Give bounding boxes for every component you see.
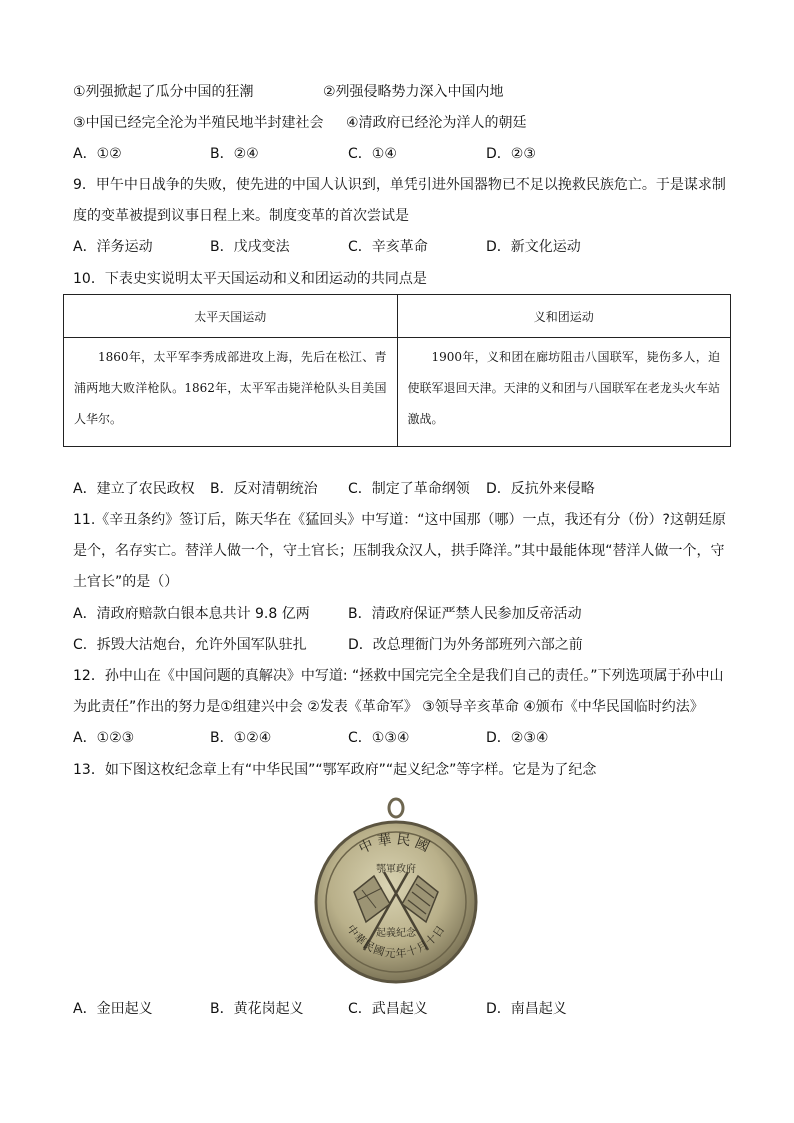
q10-option-c[interactable]: C．制定了革命纲领 [348, 481, 470, 497]
q8-option-b[interactable]: B．②④ [210, 146, 259, 162]
q8-option-a[interactable]: A．①② [73, 146, 122, 162]
q13-stem: 13．如下图这枚纪念章上有“中华民国”“鄂军政府”“起义纪念”等字样。它是为了纪念 [73, 762, 597, 778]
medal-illustration [312, 796, 480, 986]
q8-option-c[interactable]: C．①④ [348, 146, 397, 162]
q13-option-c[interactable]: C．武昌起义 [348, 1001, 428, 1017]
q9-option-a[interactable]: A．洋务运动 [73, 239, 153, 255]
q8-option-d[interactable]: D．②③ [486, 146, 536, 162]
q9-option-b[interactable]: B．戊戌变法 [210, 239, 290, 255]
q11-option-c[interactable]: C．拆毁大沽炮台，允许外国军队驻扎 [73, 637, 307, 653]
q11-stem-line-2: 是个，名存实亡。替洋人做一个，守土官长；压制我众汉人，拱手降洋。”其中最能体现“替洋人做一个，守 [73, 543, 725, 559]
q8-statement-4: ④清政府已经沦为洋人的朝廷 [346, 115, 527, 131]
q12-option-c[interactable]: C．①③④ [348, 730, 410, 746]
table-cell-boxer: 1900年，义和团在廊坊阻击八国联军，毙伤多人，迫使联军退回天津。天津的义和团与八国联军在老龙头火车站激战。 [397, 338, 731, 447]
medal-top-text: 中華民國 [356, 831, 436, 858]
history-comparison-table [63, 294, 731, 447]
table-header-boxer: 义和团运动 [397, 295, 731, 338]
q10-option-b[interactable]: B．反对清朝统治 [210, 481, 318, 497]
medal-loop [389, 799, 403, 817]
q9-option-c[interactable]: C．辛亥革命 [348, 239, 428, 255]
q11-option-d[interactable]: D．改总理衙门为外务部班列六部之前 [348, 637, 583, 653]
medal-center-top: 鄂軍政府 [376, 864, 416, 875]
q8-statement-2: ②列强侵略势力深入中国内地 [323, 84, 504, 100]
q11-option-b[interactable]: B．清政府保证严禁人民参加反帝活动 [348, 606, 582, 622]
q10-option-d[interactable]: D．反抗外来侵略 [486, 481, 595, 497]
q9-option-d[interactable]: D．新文化运动 [486, 239, 581, 255]
q12-stem-line-1: 12．孙中山在《中国问题的真解决》中写道: “拯救中国完完全全是我们自己的责任。”下列选项属于孙中山 [73, 668, 724, 684]
q9-stem-line-1: 9．甲午中日战争的失败，使先进的中国人认识到，单凭引进外国器物已不足以挽救民族危亡。于是谋求制 [73, 177, 726, 193]
q11-option-a[interactable]: A．清政府赔款白银本息共计 9.8 亿两 [73, 606, 310, 622]
table-cell-taiping: 1860年，太平军李秀成部进攻上海，先后在松江、青浦两地大败洋枪队。1862年，太平军击毙洋枪队头目美国人华尔。 [64, 338, 398, 447]
medal-bottom-text: 中華民國元年十月十日 [344, 922, 448, 961]
q8-statement-1: ①列强掀起了瓜分中国的狂潮 [73, 84, 254, 100]
q10-option-a[interactable]: A．建立了农民政权 [73, 481, 195, 497]
q8-statement-3: ③中国已经完全沦为半殖民地半封建社会 [73, 115, 324, 131]
table-header-taiping: 太平天国运动 [64, 295, 398, 338]
q11-stem-line-3: 土官长”的是（） [73, 574, 179, 590]
q12-option-d[interactable]: D．②③④ [486, 730, 549, 746]
q13-option-d[interactable]: D．南昌起义 [486, 1001, 567, 1017]
q10-stem: 10．下表史实说明太平天国运动和义和团运动的共同点是 [73, 271, 427, 287]
q9-stem-line-2: 度的变革被提到议事日程上来。制度变革的首次尝试是 [73, 208, 409, 224]
q12-stem-line-2: 为此责任”作出的努力是①组建兴中会 ②发表《革命军》 ③领导辛亥革命 ④颁布《中华民国临时约法》 [73, 699, 704, 715]
medal-center-bottom: 起義紀念 [376, 928, 416, 939]
q13-option-b[interactable]: B．黄花岗起义 [210, 1001, 304, 1017]
q12-option-a[interactable]: A．①②③ [73, 730, 135, 746]
commemorative-medal [312, 796, 480, 986]
q12-option-b[interactable]: B．①②④ [210, 730, 272, 746]
q11-stem-line-1: 11.《辛丑条约》签订后，陈天华在《猛回头》中写道：“这中国那（哪）一点，我还有分（份）?这朝廷原 [73, 512, 726, 528]
q13-option-a[interactable]: A．金田起义 [73, 1001, 153, 1017]
